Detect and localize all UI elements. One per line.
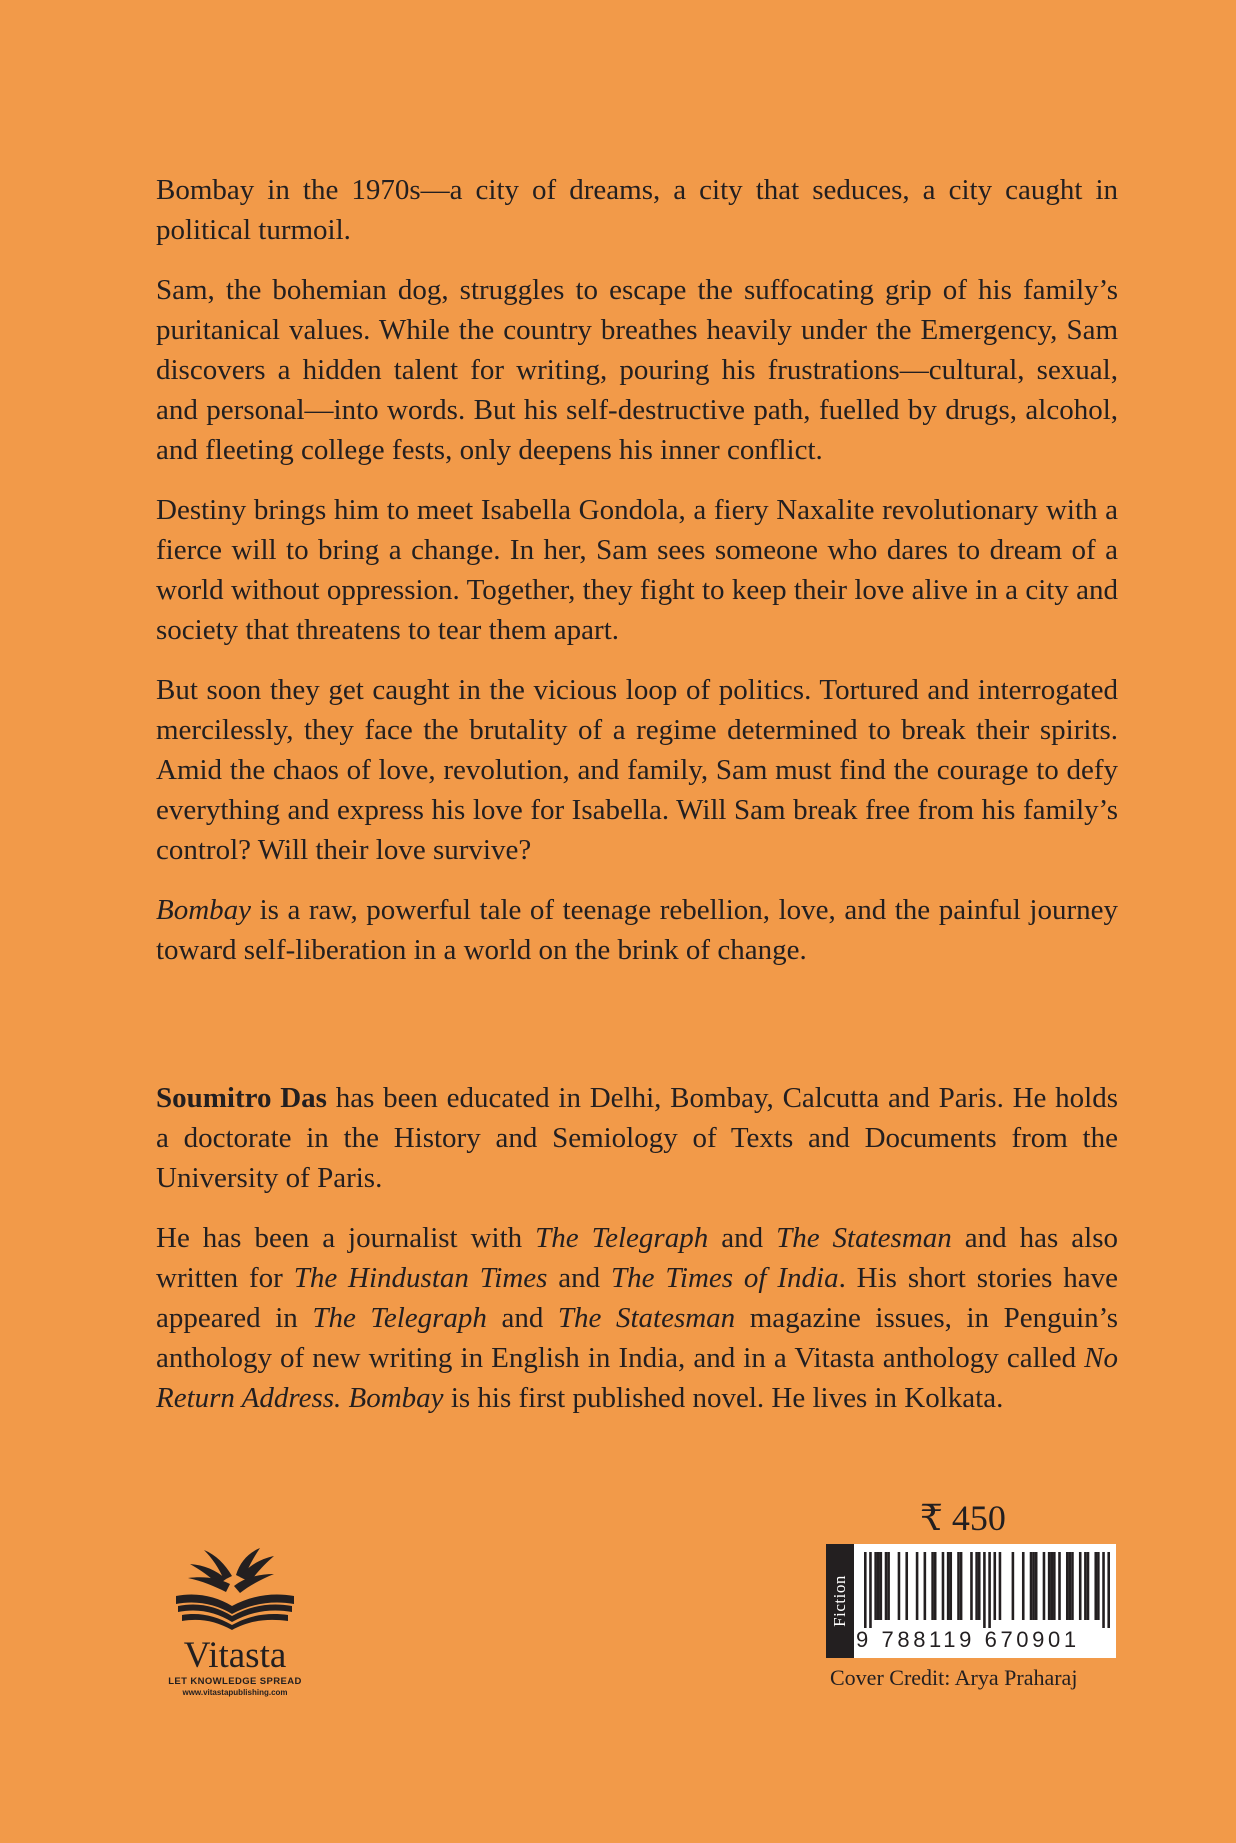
barcode-bar (869, 1552, 872, 1628)
barcode-bar (898, 1552, 901, 1620)
bio-text: and (708, 1222, 777, 1254)
barcode-bar (864, 1552, 867, 1628)
barcode-bar (880, 1552, 883, 1620)
publisher-tagline: LET KNOWLEDGE SPREAD (168, 1676, 302, 1687)
publication-title: The Telegraph (535, 1222, 709, 1254)
barcode-bar (1032, 1552, 1035, 1620)
barcode-bars (864, 1552, 1110, 1628)
barcode-bar (934, 1552, 937, 1620)
barcode-bar (1022, 1552, 1025, 1620)
bio-text: and (547, 1262, 612, 1294)
bio-text: is his first published novel. He lives in Kolkata. (443, 1382, 1004, 1414)
price: ₹ 450 (920, 1498, 1006, 1538)
publication-title: No Return Address. Bombay (156, 1342, 1118, 1414)
bio-text: He has been a journalist with (156, 1222, 536, 1254)
barcode-bar (885, 1552, 888, 1620)
barcode-bar (1030, 1552, 1033, 1620)
barcode-bar (1043, 1552, 1046, 1620)
bio-text: and (486, 1302, 558, 1334)
barcode-bar (877, 1552, 880, 1620)
blurb-paragraph-4: But soon they get caught in the vicious loop of politics. Tortured and interrogated mercilessly, they face the brutality of a regime determined to break their spirits. Amid the chaos of love, revolution, and family, Sam must find the courage to defy everything and express his love for Isabella. Will Sam break free from his family’s control? Will their love survive? (156, 674, 1118, 866)
author-bio (156, 1078, 1118, 1438)
barcode-bar (1053, 1552, 1056, 1620)
barcode-bar (983, 1552, 986, 1628)
blurb-paragraph-3: Destiny brings him to meet Isabella Gondola, a fiery Naxalite revolutionary with a fierce will to bring a change. In her, Sam sees someone who dares to dream of a world without oppression. Together, they fight to keep their love alive in a city and society that threatens to tear them apart. (156, 494, 1118, 646)
bio-text: and has also written for (156, 1222, 1119, 1294)
barcode-bar (931, 1552, 934, 1620)
barcode-bar (1048, 1552, 1051, 1620)
publisher-url: www.vitastapublishing.com (182, 1688, 288, 1697)
barcode-bar (960, 1552, 963, 1620)
genre-label: Fiction (830, 1575, 849, 1627)
blurb-paragraph-5 (156, 890, 1118, 970)
barcode-bar (978, 1552, 981, 1620)
genre-strip (826, 1544, 854, 1658)
cover-credit: Cover Credit: Arya Praharaj (830, 1665, 1078, 1690)
barcode-bar (1071, 1552, 1074, 1620)
barcode-bar (1069, 1552, 1072, 1620)
isbn-number: 9 788119 670901 (856, 1627, 1080, 1652)
blurb-paragraph-2: Sam, the bohemian dog, struggles to escape the suffocating grip of his family’s puritanical values. While the country breathes heavily under the Emergency, Sam discovers a hidden talent for writing, pouring his frustrations—cultural, sexual, and personal—into words. But his self-destructive path, fuelled by drugs, alcohol, and fleeting college fests, only deepens his inner conflict. (156, 274, 1118, 466)
bio-paragraph-1 (156, 1078, 1118, 1198)
barcode-bar (1079, 1552, 1082, 1620)
barcode-bar (916, 1552, 919, 1620)
bio-text: magazine issues, in Penguin’s anthology of new writing in English in India, and in a Vitasta anthology called (156, 1302, 1118, 1374)
isbn-barcode (826, 1544, 1116, 1658)
publisher-logo (150, 1546, 320, 1698)
barcode-bar (1094, 1552, 1097, 1620)
barcode-bar (1084, 1552, 1087, 1620)
publisher-name: Vitasta (183, 1635, 287, 1676)
barcode-bar (988, 1552, 991, 1628)
barcode-bar (1012, 1552, 1015, 1620)
open-book-icon (170, 1546, 300, 1636)
barcode-bar (1107, 1552, 1110, 1628)
barcode-bar (947, 1552, 950, 1620)
barcode-bar (1050, 1552, 1053, 1620)
publication-title: The Statesman (557, 1302, 736, 1334)
publication-title: The Statesman (776, 1222, 952, 1254)
blurb-paragraph-1: Bombay in the 1970s—a city of dreams, a city that seduces, a city caught in political turmoil. (156, 174, 1118, 246)
publication-title: The Telegraph (312, 1302, 487, 1334)
barcode-bar (1102, 1552, 1105, 1628)
barcode-bar (905, 1552, 908, 1620)
publication-title: The Times of India (611, 1262, 839, 1294)
barcode-bar (924, 1552, 927, 1620)
barcode-bar (975, 1552, 978, 1620)
blurb-paragraph-5-text: is a raw, powerful tale of teenage rebellion, love, and the painful journey toward self-liberation in a world on the brink of change. (156, 894, 1118, 966)
blurb (156, 170, 1118, 970)
barcode-bar (874, 1552, 877, 1620)
barcode-bar (970, 1552, 973, 1620)
barcode-bar (1035, 1552, 1038, 1620)
barcode-bar (999, 1552, 1002, 1620)
book-title: Bombay (156, 894, 252, 926)
bio-text: . His short stories have appeared in (156, 1262, 1119, 1334)
barcode-bar (887, 1552, 890, 1620)
barcode-bar (1066, 1552, 1069, 1620)
barcode-bar (1058, 1552, 1061, 1620)
bio-paragraph-2 (156, 1218, 1118, 1418)
publication-title: The Hindustan Times (293, 1262, 548, 1294)
bio-paragraph-1-text: has been educated in Delhi, Bombay, Calcutta and Paris. He holds a doctorate in the History and Semiology of Texts and Documents from the University of Paris. (156, 1082, 1118, 1194)
barcode-bar (957, 1552, 960, 1620)
barcode-bar (949, 1552, 952, 1620)
barcode-bar (993, 1552, 996, 1620)
barcode-bar (942, 1552, 945, 1620)
author-name: Soumitro Das (156, 1082, 327, 1114)
barcode-bar (1097, 1552, 1100, 1620)
barcode-bar (1087, 1552, 1090, 1620)
